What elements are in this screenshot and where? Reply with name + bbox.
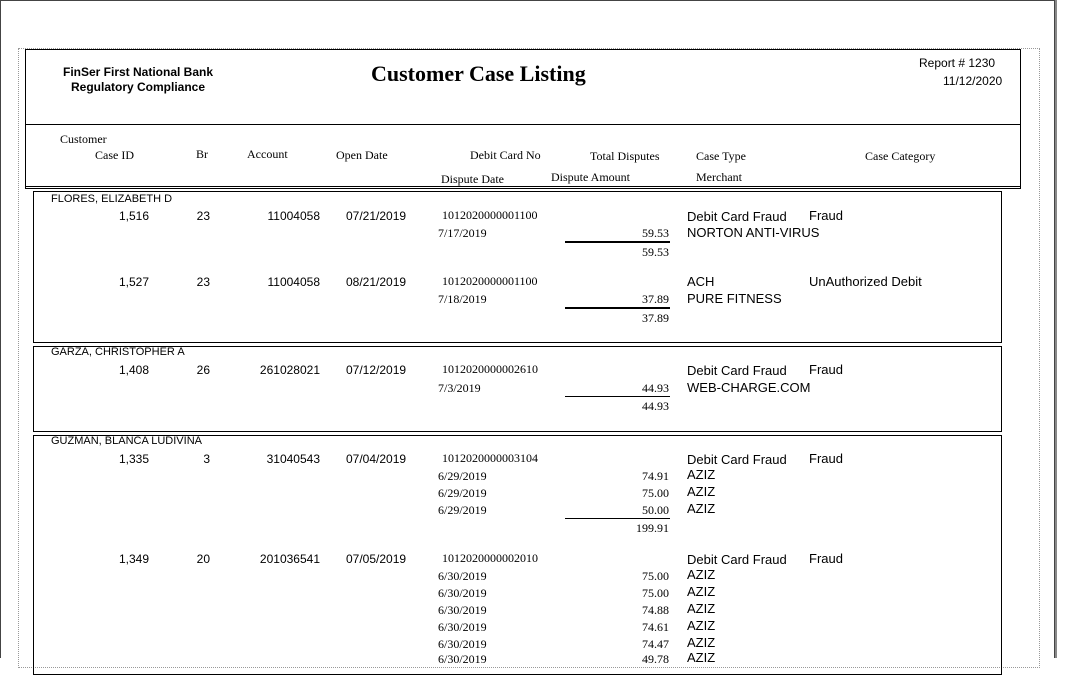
report-number-label: Report # 1230 (919, 56, 996, 70)
case-id[interactable]: 1,335 (118, 452, 149, 466)
customer-name: GARZA, CHRISTOPHER A (51, 346, 185, 358)
merchant: AZIZ (687, 567, 716, 582)
debit-card-no: 1012020000003104 (442, 451, 538, 465)
dispute-amount: 75.00 (642, 486, 669, 500)
dispute-amount: 75.00 (642, 586, 669, 600)
dispute-amount: 44.93 (642, 381, 669, 395)
merchant: AZIZ (687, 467, 716, 482)
col-debit-card-no: Debit Card No (470, 148, 541, 162)
debit-card-no: 1012020000002010 (442, 551, 538, 565)
merchant: NORTON ANTI-VIRUS (687, 225, 820, 240)
dispute-amount: 37.89 (642, 292, 669, 306)
open-date: 08/21/2019 (346, 275, 407, 289)
merchant: AZIZ (687, 601, 716, 616)
merchant: WEB-CHARGE.COM (687, 380, 811, 395)
col-customer: Customer (60, 132, 107, 146)
col-merchant: Merchant (696, 170, 742, 184)
account: 11004058 (267, 275, 320, 289)
customer-name: GUZMAN, BLANCA LUDIVINA (51, 435, 202, 447)
case-id[interactable]: 1,516 (118, 209, 149, 223)
dispute-date: 6/29/2019 (438, 503, 487, 517)
debit-card-no: 1012020000001100 (442, 274, 538, 288)
case-category: Fraud (809, 362, 843, 377)
col-br: Br (196, 147, 208, 161)
case-category: Fraud (809, 451, 843, 466)
case-total: 199.91 (636, 521, 669, 535)
dispute-amount: 74.61 (642, 620, 669, 634)
debit-card-no: 1012020000002610 (442, 362, 538, 376)
merchant: AZIZ (687, 618, 716, 633)
report-title: Customer Case Listing (371, 61, 586, 86)
open-date: 07/04/2019 (346, 452, 407, 466)
col-case-id: Case ID (95, 148, 134, 162)
case-category: UnAuthorized Debit (809, 274, 922, 289)
case-type: Debit Card Fraud (687, 452, 787, 467)
open-date: 07/05/2019 (346, 552, 407, 566)
dispute-date: 6/30/2019 (438, 652, 487, 666)
dispute-date: 7/3/2019 (438, 381, 481, 395)
dispute-amount: 59.53 (642, 226, 669, 240)
case-type: Debit Card Fraud (687, 363, 787, 378)
case-type: Debit Card Fraud (687, 552, 787, 567)
col-dispute-date: Dispute Date (441, 172, 504, 186)
case-category: Fraud (809, 208, 843, 223)
dispute-date: 7/18/2019 (438, 292, 487, 306)
debit-card-no: 1012020000001100 (442, 208, 538, 222)
department-name: Regulatory Compliance (71, 80, 206, 94)
dispute-amount: 74.91 (642, 469, 669, 483)
open-date: 07/12/2019 (346, 363, 407, 377)
branch: 23 (196, 209, 210, 223)
dispute-date: 7/17/2019 (438, 226, 487, 240)
dispute-date: 6/30/2019 (438, 569, 487, 583)
case-id[interactable]: 1,349 (118, 552, 149, 566)
case-total: 44.93 (642, 399, 669, 413)
case-id[interactable]: 1,527 (118, 275, 149, 289)
branch: 20 (196, 552, 210, 566)
branch: 3 (203, 452, 210, 466)
col-open-date: Open Date (336, 148, 388, 162)
open-date: 07/21/2019 (346, 209, 407, 223)
account: 31040543 (266, 452, 320, 466)
case-total: 37.89 (642, 311, 669, 325)
merchant: AZIZ (687, 484, 716, 499)
col-case-category: Case Category (865, 149, 936, 163)
merchant: AZIZ (687, 501, 716, 516)
col-total-disputes: Total Disputes (590, 149, 660, 163)
merchant: AZIZ (687, 584, 716, 599)
dispute-date: 6/29/2019 (438, 469, 487, 483)
bank-name: FinSer First National Bank (63, 65, 214, 79)
dispute-date: 6/30/2019 (438, 603, 487, 617)
branch: 26 (196, 363, 210, 377)
dispute-amount: 74.47 (642, 637, 669, 651)
dispute-amount: 49.78 (642, 652, 669, 666)
col-dispute-amount: Dispute Amount (551, 170, 631, 184)
vertical-scrollbar[interactable] (1055, 0, 1065, 658)
report-number: 1230 (968, 56, 996, 70)
col-account: Account (247, 147, 288, 161)
case-total: 59.53 (642, 245, 669, 259)
dispute-amount: 50.00 (642, 503, 669, 517)
customer-group-box (33, 346, 1002, 432)
account: 11004058 (267, 209, 320, 223)
case-type: ACH (687, 274, 715, 289)
case-type: Debit Card Fraud (687, 209, 787, 224)
dispute-date: 6/30/2019 (438, 586, 487, 600)
dispute-amount: 74.88 (642, 603, 669, 617)
dispute-date: 6/30/2019 (438, 620, 487, 634)
dispute-amount: 75.00 (642, 569, 669, 583)
customer-name: FLORES, ELIZABETH D (51, 193, 173, 205)
col-case-type: Case Type (696, 149, 746, 163)
merchant: PURE FITNESS (687, 291, 782, 306)
merchant: AZIZ (687, 635, 716, 650)
branch: 23 (196, 275, 210, 289)
account: 201036541 (259, 552, 320, 566)
account: 261028021 (259, 363, 320, 377)
case-id[interactable]: 1,408 (118, 363, 149, 377)
dispute-date: 6/30/2019 (438, 637, 487, 651)
dispute-date: 6/29/2019 (438, 486, 487, 500)
case-category: Fraud (809, 551, 843, 566)
merchant: AZIZ (687, 650, 716, 665)
report-date: 11/12/2020 (943, 74, 1003, 88)
